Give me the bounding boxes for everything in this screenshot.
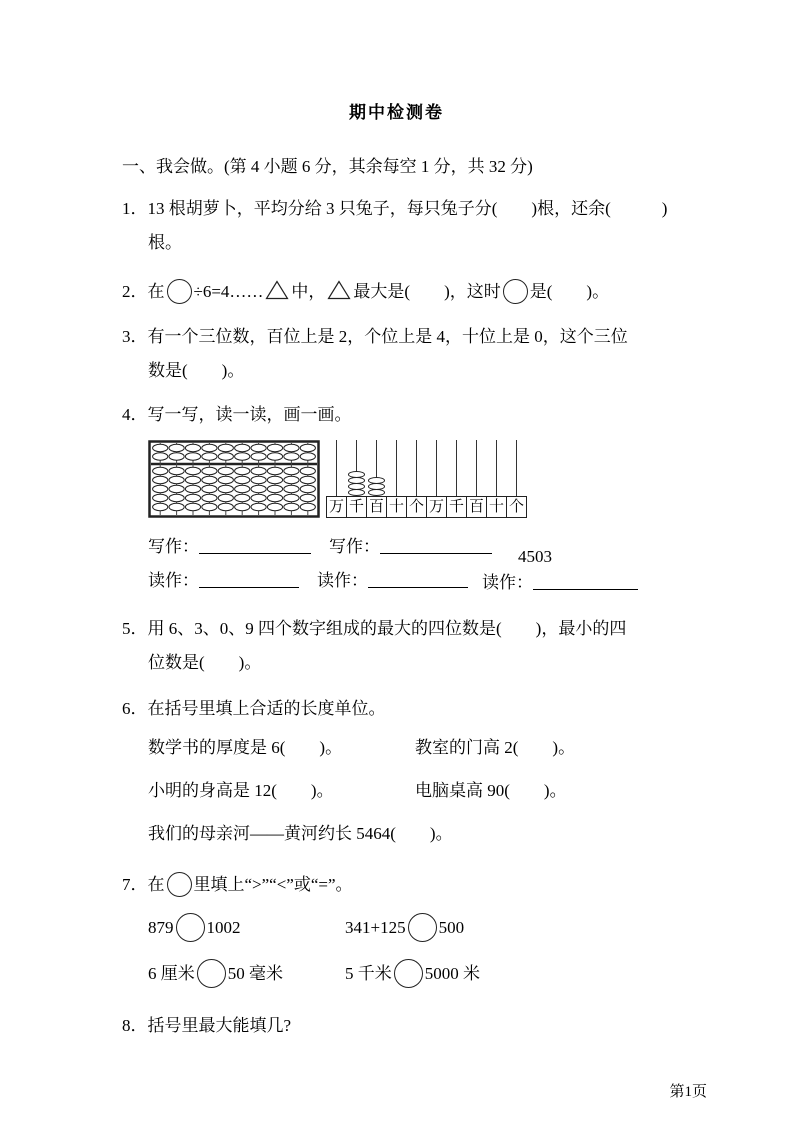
- compare-right: 50 毫米: [227, 964, 283, 983]
- write-as-label: 写作：: [148, 537, 199, 556]
- compare-left: 341+125: [345, 918, 406, 937]
- place-label-ge: 个: [506, 496, 527, 518]
- abacus-rod: [386, 440, 407, 496]
- place-label-wan: 万: [326, 496, 347, 518]
- abacus-rod: [326, 440, 347, 496]
- triangle-shape: [265, 280, 289, 300]
- question-4-figure: [148, 440, 697, 518]
- question-7-text-1: 7．在: [122, 875, 165, 894]
- circle-shape: [197, 959, 226, 988]
- length-unit-item: 我们的母亲河——黄河约长 5464( )。: [148, 824, 453, 843]
- place-label-shi: 十: [486, 496, 507, 518]
- read-as-row: [148, 547, 697, 596]
- question-2-text-5: 是( )。: [529, 282, 610, 301]
- compare-left: 5 千米: [345, 964, 392, 983]
- place-value-abacus-shown: [326, 440, 427, 518]
- abacus-column: [366, 440, 387, 518]
- abacus-column: [446, 440, 467, 518]
- read-answer-blank-3: [533, 572, 638, 590]
- abacus-column: [346, 440, 367, 518]
- place-label-qian: 千: [446, 496, 467, 518]
- given-number: 4503: [518, 547, 552, 566]
- question-6-row-1: [148, 726, 697, 769]
- abacus-rod: [346, 440, 367, 496]
- question-7-text-2: 里填上“>”“<”或“=”。: [193, 875, 353, 894]
- given-number-block: [482, 544, 638, 596]
- question-7-row-1: [148, 905, 697, 951]
- read-as-label: 读作：: [148, 571, 199, 590]
- compare-right: 500: [438, 918, 465, 937]
- read-as-label: 读作：: [317, 571, 368, 590]
- question-3: [122, 320, 697, 388]
- question-1-line-2: 根。: [148, 233, 182, 252]
- question-2-text-2: ÷6=4……: [193, 282, 264, 301]
- question-2-text-4: 最大是( )，这时: [353, 282, 501, 301]
- abacus-bead: [368, 489, 385, 496]
- abacus-column: [406, 440, 427, 518]
- abacus-rod: [486, 440, 507, 496]
- circle-shape: [394, 959, 423, 988]
- question-4-heading: 4．写一写，读一读，画一画。: [122, 405, 352, 424]
- abacus-rod: [466, 440, 487, 496]
- question-6-row-3: [148, 812, 697, 855]
- suanpan-abacus-image: [148, 440, 320, 518]
- page-number: 第1页: [669, 1084, 707, 1100]
- question-6-heading: 6．在括号里填上合适的长度单位。: [122, 699, 386, 718]
- place-label-bai: 百: [366, 496, 387, 518]
- question-7-heading: [122, 865, 697, 905]
- circle-shape: [167, 279, 192, 304]
- place-label-bai: 百: [466, 496, 487, 518]
- question-6-row-2: [148, 769, 697, 812]
- abacus-rod: [406, 440, 427, 496]
- compare-left: 6 厘米: [148, 964, 195, 983]
- question-5-line-2: 位数是( )。: [148, 653, 262, 672]
- question-1-line-1: 1．13 根胡萝卜，平均分给 3 只兔子，每只兔子分( )根，还余( ): [122, 199, 668, 218]
- question-7-row-2: [148, 951, 697, 997]
- length-unit-item: 教室的门高 2( )。: [415, 738, 576, 757]
- question-3-line-2: 数是( )。: [148, 361, 245, 380]
- abacus-column: [426, 440, 447, 518]
- length-unit-item: 数学书的厚度是 6( )。: [148, 738, 343, 757]
- compare-right: 5000 米: [424, 964, 480, 983]
- place-label-wan: 万: [426, 496, 447, 518]
- question-1: [122, 192, 697, 260]
- abacus-bead: [348, 489, 365, 496]
- compare-pair: [345, 964, 480, 983]
- abacus-rod: [426, 440, 447, 496]
- compare-right: 1002: [206, 918, 241, 937]
- read-as-label: 读作：: [482, 573, 533, 592]
- read-answer-blank-2: [368, 570, 468, 588]
- triangle-shape: [327, 280, 351, 300]
- abacus-column: [326, 440, 347, 518]
- place-label-qian: 千: [346, 496, 367, 518]
- abacus-rod: [366, 440, 387, 496]
- abacus-column: [466, 440, 487, 518]
- abacus-rod: [446, 440, 467, 496]
- compare-pair: [345, 918, 464, 937]
- write-answer-blank-1: [199, 536, 311, 554]
- section-1-heading: 一、我会做。(第 4 小题 6 分，其余每空 1 分，共 32 分): [122, 157, 533, 176]
- circle-shape: [408, 913, 437, 942]
- page-title: 期中检测卷: [349, 103, 444, 122]
- place-label-ge: 个: [406, 496, 427, 518]
- circle-shape: [503, 279, 528, 304]
- length-unit-item: 小明的身高是 12( )。: [148, 781, 334, 800]
- question-3-line-1: 3．有一个三位数，百位上是 2，个位上是 4，十位上是 0，这个三位: [122, 327, 628, 346]
- circle-shape: [167, 872, 192, 897]
- write-answer-blank-2: [380, 536, 492, 554]
- question-2-text-3: 中，: [291, 282, 326, 301]
- given-read-line: [482, 570, 638, 596]
- read-answer-blank-1: [199, 570, 299, 588]
- question-5-line-1: 5．用 6、3、0、9 四个数字组成的最大的四位数是( )，最小的四: [122, 619, 627, 638]
- compare-pair: [148, 951, 345, 997]
- circle-shape: [176, 913, 205, 942]
- abacus-column: [386, 440, 407, 518]
- place-label-shi: 十: [386, 496, 407, 518]
- question-8-heading: 8．括号里最大能填几?: [122, 1016, 292, 1035]
- compare-pair: [148, 905, 345, 951]
- place-value-abacus-empty: [426, 440, 527, 518]
- question-2-text-1: 2．在: [122, 282, 165, 301]
- write-as-label: 写作：: [329, 537, 380, 556]
- abacus-column: [506, 440, 527, 518]
- abacus-rod: [506, 440, 527, 496]
- abacus-column: [486, 440, 507, 518]
- question-5: [122, 612, 697, 680]
- compare-left: 879: [148, 918, 174, 937]
- length-unit-item: 电脑桌高 90( )。: [415, 781, 567, 800]
- question-2: [122, 272, 697, 312]
